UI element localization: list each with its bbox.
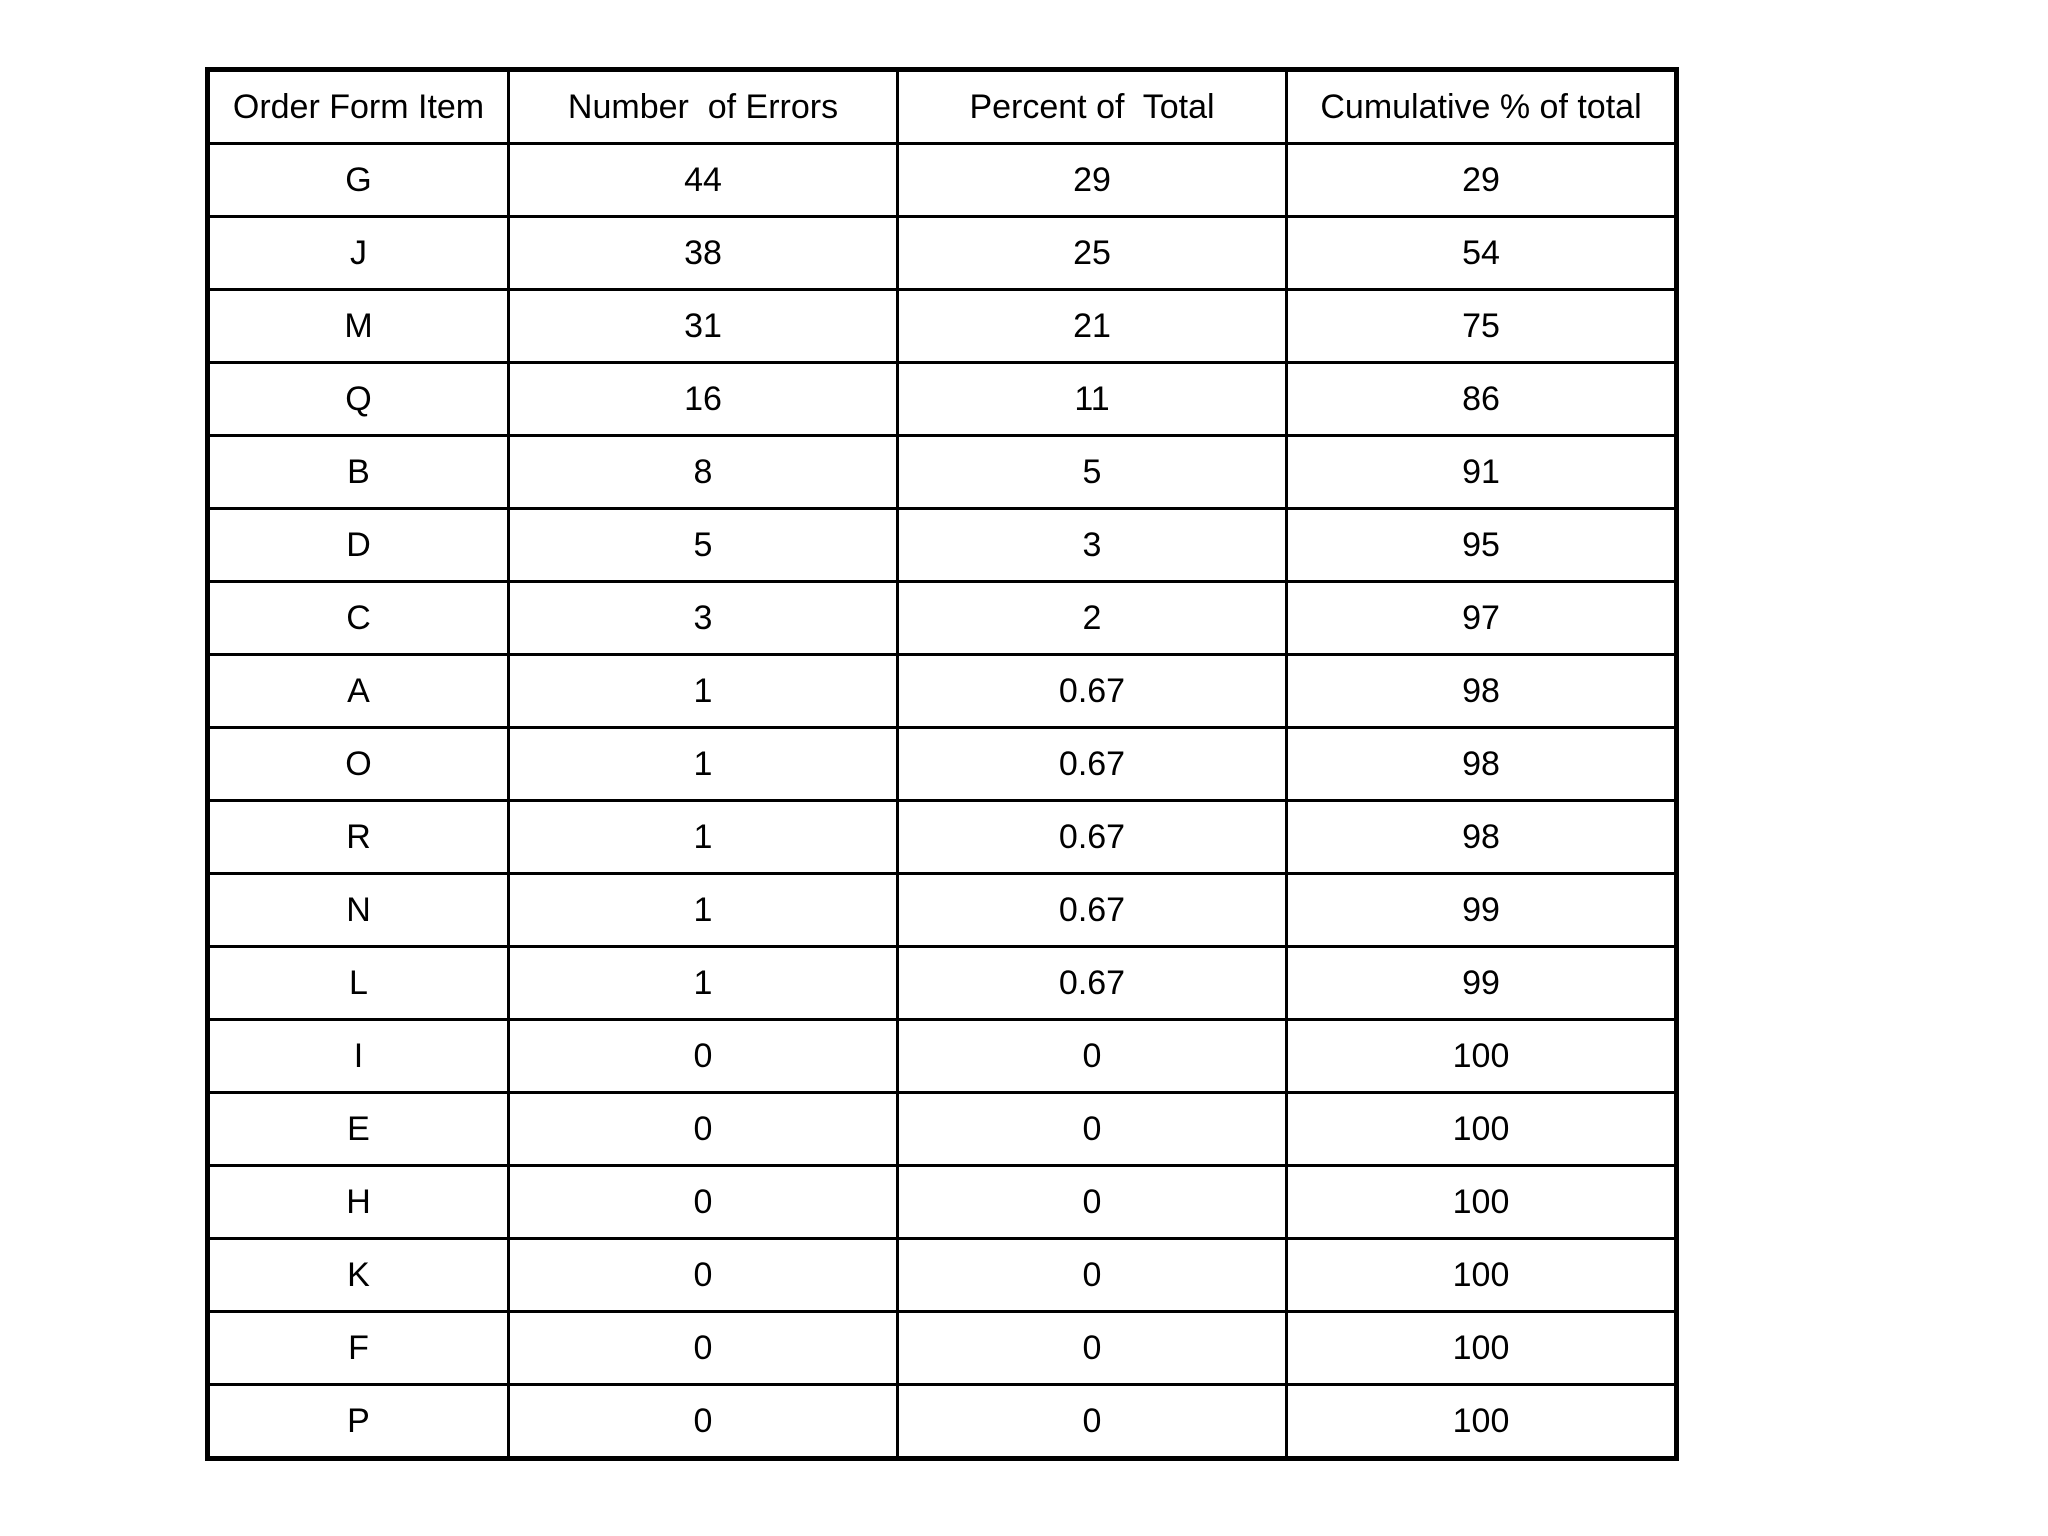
cell-percent-of-total: 0 [898,1093,1287,1166]
cell-cumulative-percent: 99 [1287,874,1677,947]
cell-percent-of-total: 29 [898,144,1287,217]
cell-item: Q [208,363,509,436]
table-row [208,874,1677,947]
cell-cumulative-percent: 86 [1287,363,1677,436]
header-row [208,70,1677,144]
cell-item: H [208,1166,509,1239]
cell-percent-of-total: 5 [898,436,1287,509]
cell-item: B [208,436,509,509]
table-row [208,436,1677,509]
cell-number-of-errors: 5 [509,509,898,582]
cell-item: J [208,217,509,290]
table-row [208,509,1677,582]
cell-percent-of-total: 11 [898,363,1287,436]
table-row [208,1239,1677,1312]
table-row [208,1093,1677,1166]
cell-percent-of-total: 0.67 [898,728,1287,801]
cell-number-of-errors: 0 [509,1385,898,1459]
cell-number-of-errors: 16 [509,363,898,436]
cell-percent-of-total: 25 [898,217,1287,290]
cell-item: O [208,728,509,801]
table-row [208,1312,1677,1385]
cell-cumulative-percent: 100 [1287,1312,1677,1385]
cell-cumulative-percent: 100 [1287,1020,1677,1093]
cell-number-of-errors: 1 [509,728,898,801]
table-row [208,363,1677,436]
cell-cumulative-percent: 100 [1287,1093,1677,1166]
cell-cumulative-percent: 95 [1287,509,1677,582]
table-row [208,1020,1677,1093]
cell-item: N [208,874,509,947]
cell-cumulative-percent: 100 [1287,1166,1677,1239]
table-row [208,582,1677,655]
cell-cumulative-percent: 91 [1287,436,1677,509]
cell-cumulative-percent: 98 [1287,655,1677,728]
cell-number-of-errors: 0 [509,1093,898,1166]
header-percent-of-total: Percent of Total [898,70,1287,144]
cell-number-of-errors: 1 [509,801,898,874]
table-row [208,655,1677,728]
cell-number-of-errors: 0 [509,1020,898,1093]
cell-percent-of-total: 0.67 [898,947,1287,1020]
cell-number-of-errors: 0 [509,1312,898,1385]
header-number-of-errors: Number of Errors [509,70,898,144]
cell-item: D [208,509,509,582]
cell-percent-of-total: 0.67 [898,874,1287,947]
cell-number-of-errors: 8 [509,436,898,509]
cell-item: I [208,1020,509,1093]
cell-number-of-errors: 1 [509,947,898,1020]
table-row [208,947,1677,1020]
cell-percent-of-total: 0.67 [898,655,1287,728]
cell-cumulative-percent: 29 [1287,144,1677,217]
cell-item: P [208,1385,509,1459]
cell-cumulative-percent: 99 [1287,947,1677,1020]
table-row [208,144,1677,217]
cell-item: E [208,1093,509,1166]
cell-percent-of-total: 0 [898,1166,1287,1239]
cell-percent-of-total: 0 [898,1312,1287,1385]
cell-percent-of-total: 0 [898,1385,1287,1459]
header-cumulative-percent: Cumulative % of total [1287,70,1677,144]
cell-number-of-errors: 31 [509,290,898,363]
table-body [208,144,1677,1459]
cell-number-of-errors: 1 [509,874,898,947]
cell-item: K [208,1239,509,1312]
cell-percent-of-total: 0 [898,1239,1287,1312]
cell-item: R [208,801,509,874]
cell-percent-of-total: 2 [898,582,1287,655]
cell-percent-of-total: 0.67 [898,801,1287,874]
cell-cumulative-percent: 97 [1287,582,1677,655]
cell-cumulative-percent: 54 [1287,217,1677,290]
cell-item: L [208,947,509,1020]
cell-number-of-errors: 1 [509,655,898,728]
table-row [208,290,1677,363]
cell-number-of-errors: 3 [509,582,898,655]
cell-cumulative-percent: 100 [1287,1385,1677,1459]
cell-percent-of-total: 0 [898,1020,1287,1093]
header-order-form-item: Order Form Item [208,70,509,144]
table-row [208,1385,1677,1459]
cell-cumulative-percent: 98 [1287,801,1677,874]
cell-cumulative-percent: 98 [1287,728,1677,801]
table-row [208,801,1677,874]
cell-percent-of-total: 21 [898,290,1287,363]
error-table [205,67,1679,1461]
cell-number-of-errors: 44 [509,144,898,217]
cell-cumulative-percent: 75 [1287,290,1677,363]
cell-item: G [208,144,509,217]
table-row [208,728,1677,801]
table-row [208,1166,1677,1239]
cell-number-of-errors: 0 [509,1239,898,1312]
cell-item: F [208,1312,509,1385]
cell-number-of-errors: 0 [509,1166,898,1239]
cell-item: A [208,655,509,728]
cell-cumulative-percent: 100 [1287,1239,1677,1312]
cell-percent-of-total: 3 [898,509,1287,582]
cell-number-of-errors: 38 [509,217,898,290]
table-row [208,217,1677,290]
cell-item: C [208,582,509,655]
cell-item: M [208,290,509,363]
